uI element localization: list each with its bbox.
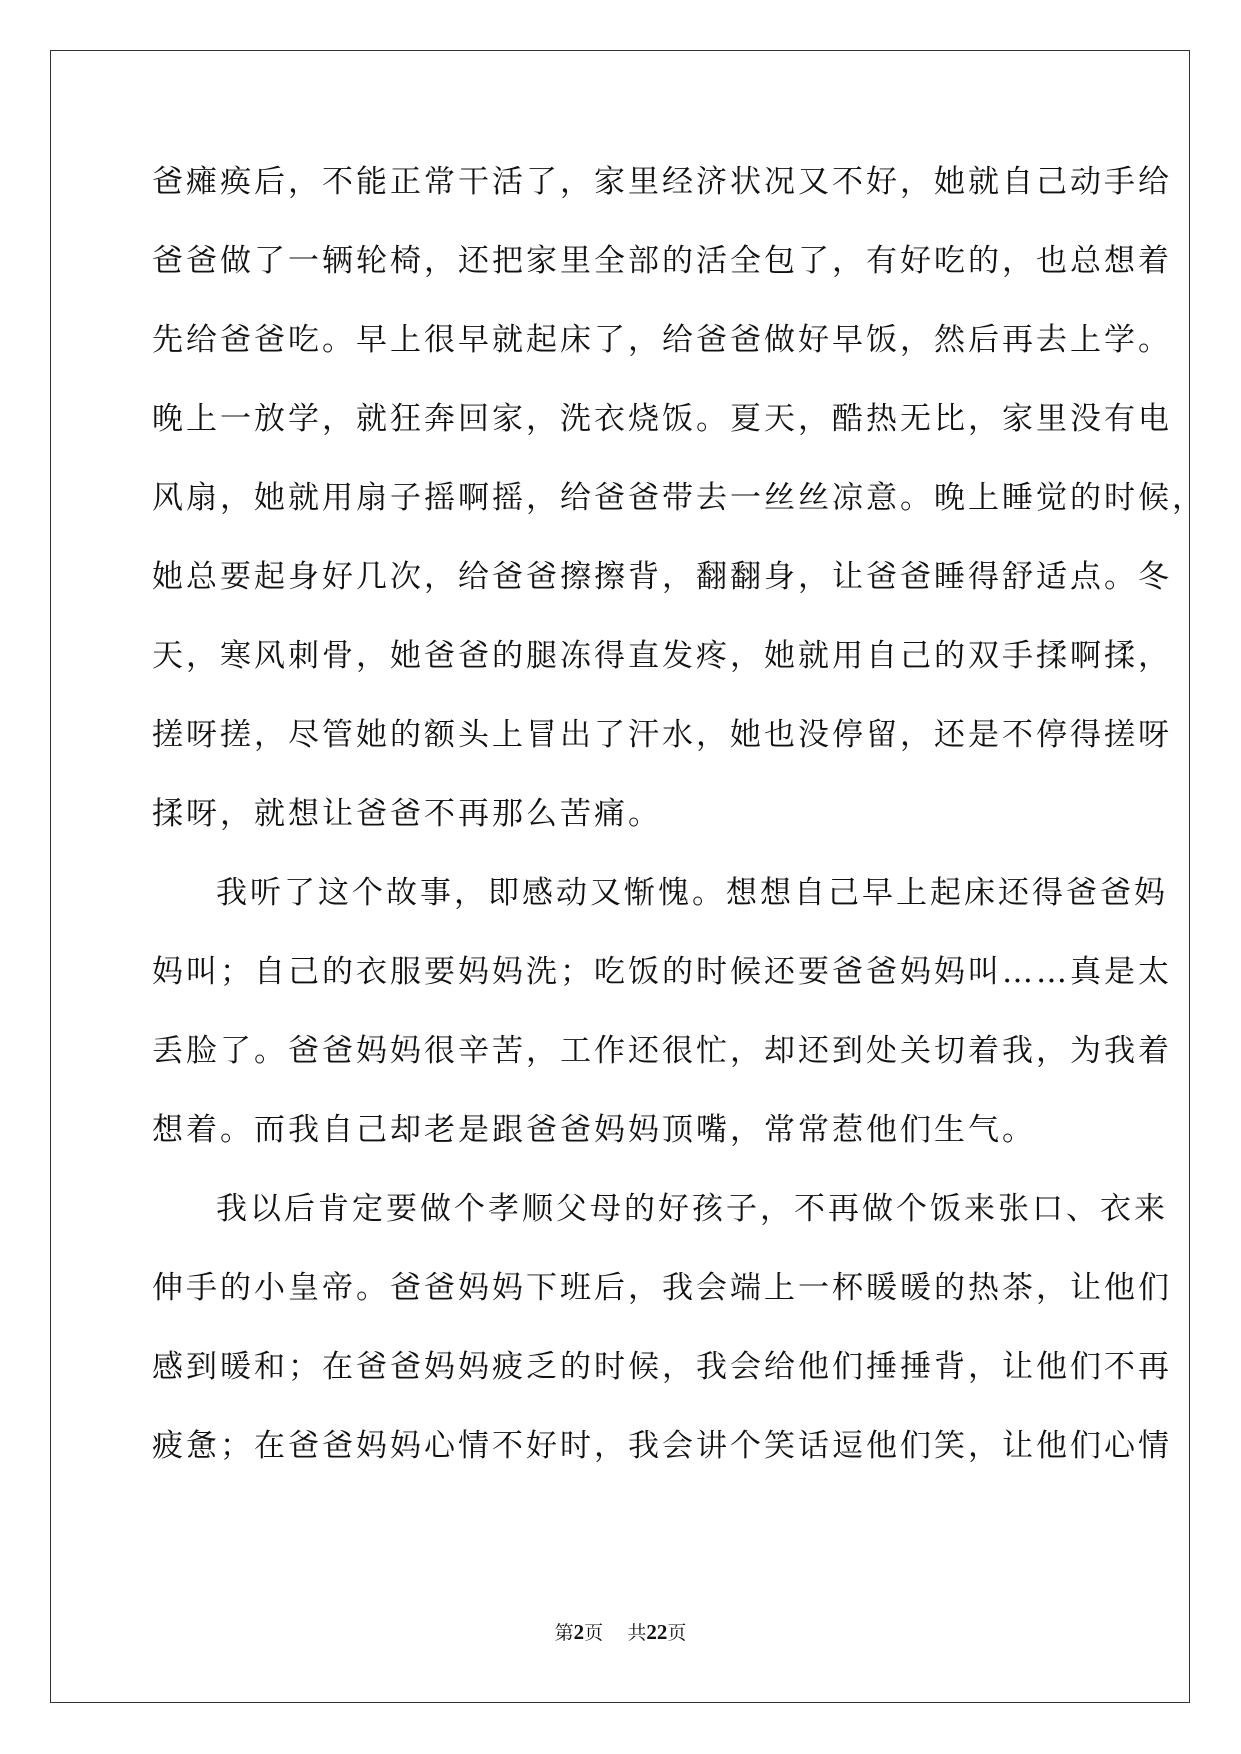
text-line: 疲惫；在爸爸妈妈心情不好时，我会讲个笑话逗他们笑，让他们心情: [152, 1428, 1172, 1464]
text-line: 搓呀搓，尽管她的额头上冒出了汗水，她也没停留，还是不停得搓呀: [152, 717, 1172, 753]
text-line: 爸瘫痪后，不能正常干活了，家里经济状况又不好，她就自己动手给: [152, 164, 1172, 200]
text-line: 她总要起身好几次，给爸爸擦擦背，翻翻身，让爸爸睡得舒适点。冬: [152, 559, 1172, 595]
page-footer: [0, 1620, 1241, 1645]
text-line: 妈叫；自己的衣服要妈妈洗；吃饭的时候还要爸爸妈妈叫……真是太: [152, 954, 1172, 990]
text-line: 先给爸爸吃。早上很早就起床了，给爸爸做好早饭，然后再去上学。: [152, 322, 1172, 358]
total-prefix: 共: [627, 1622, 647, 1644]
text-line: 揉呀，就想让爸爸不再那么苦痛。: [152, 796, 662, 832]
page-unit: 页: [584, 1622, 604, 1644]
text-line: 天，寒风刺骨，她爸爸的腿冻得直发疼，她就用自己的双手揉啊揉，: [152, 638, 1172, 674]
total-pages: 22: [646, 1620, 668, 1644]
paragraph-first-line: 我以后肯定要做个孝顺父母的好孩子，不再做个饭来张口、衣来: [216, 1191, 1168, 1227]
paragraph-first-line: 我听了这个故事，即感动又惭愧。想想自己早上起床还得爸爸妈: [216, 875, 1168, 911]
document-body: [152, 162, 1206, 1505]
text-line: 丢脸了。爸爸妈妈很辛苦，工作还很忙，却还到处关切着我，为我着: [152, 1033, 1172, 1069]
text-line: 晚上一放学，就狂奔回家，洗衣烧饭。夏天，酷热无比，家里没有电: [152, 401, 1172, 437]
text-line: 风扇，她就用扇子摇啊摇，给爸爸带去一丝丝凉意。晚上睡觉的时候，: [152, 480, 1206, 516]
page-prefix: 第: [554, 1622, 574, 1644]
text-line: 感到暖和；在爸爸妈妈疲乏的时候，我会给他们捶捶背，让他们不再: [152, 1349, 1172, 1385]
page-number: 2: [573, 1620, 585, 1644]
text-line: 伸手的小皇帝。爸爸妈妈下班后，我会端上一杯暖暖的热茶，让他们: [152, 1270, 1172, 1306]
total-unit: 页: [667, 1622, 687, 1644]
text-line: 爸爸做了一辆轮椅，还把家里全部的活全包了，有好吃的，也总想着: [152, 243, 1172, 279]
text-line: 想着。而我自己却老是跟爸爸妈妈顶嘴，常常惹他们生气。: [152, 1112, 1036, 1148]
